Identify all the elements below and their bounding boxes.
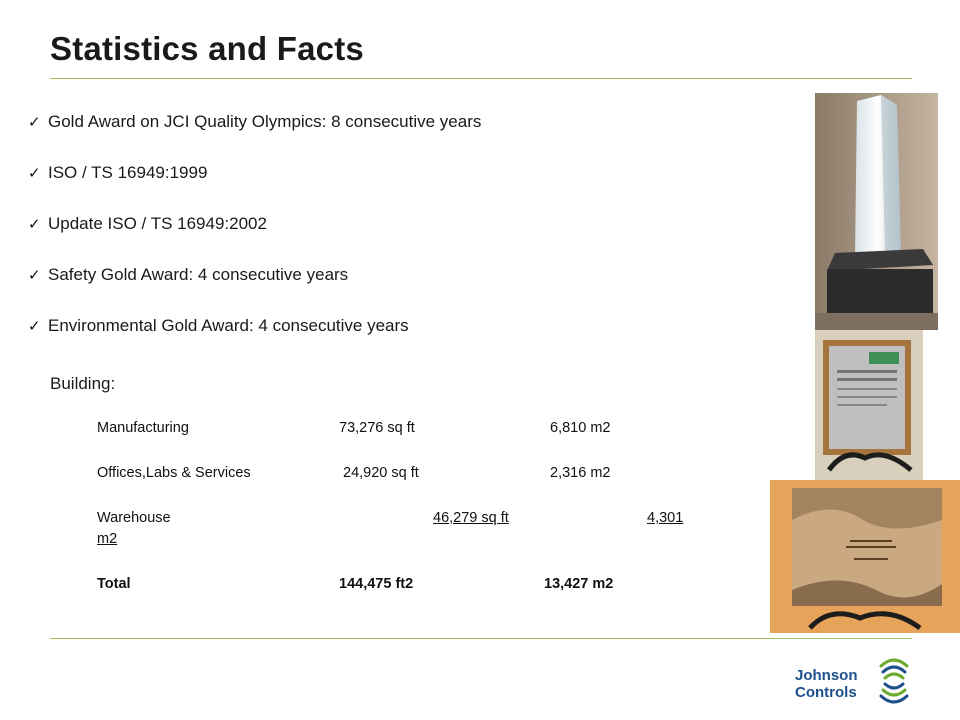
bullet-list <box>28 112 481 367</box>
row-m2: 6,810 m2 <box>550 420 611 436</box>
bullet-item <box>28 112 481 163</box>
bullet-text: Gold Award on JCI Quality Olympics: 8 consecutive years <box>48 112 482 131</box>
checkmark-icon: ✓ <box>28 165 41 182</box>
row-sqft: 24,920 sq ft <box>343 465 419 481</box>
row-name: Total <box>97 576 131 592</box>
logo-line2: Controls <box>795 684 857 701</box>
bullet-text: Update ISO / TS 16949:2002 <box>48 214 267 233</box>
row-name: Offices,Labs & Services <box>97 465 251 481</box>
row-sqft: 73,276 sq ft <box>339 420 415 436</box>
bullet-text: ISO / TS 16949:1999 <box>48 163 208 182</box>
bullet-item <box>28 163 481 214</box>
safety-plaque-photo <box>815 330 923 480</box>
building-label: Building: <box>50 374 116 393</box>
checkmark-icon: ✓ <box>28 318 41 335</box>
checkmark-icon: ✓ <box>28 216 41 233</box>
row-m2: 4,301 <box>647 510 684 526</box>
title-divider <box>50 78 912 79</box>
bullet-text: Environmental Gold Award: 4 consecutive years <box>48 316 409 335</box>
johnson-controls-logo <box>795 652 913 710</box>
logo-swirl-icon <box>875 652 913 710</box>
row-m2: 13,427 m2 <box>544 576 614 592</box>
row-sqft: 144,475 ft2 <box>339 576 414 592</box>
logo-wordmark <box>795 667 858 701</box>
page-title: Statistics and Facts <box>50 30 364 67</box>
bullet-item <box>28 316 481 367</box>
checkmark-icon: ✓ <box>28 114 41 131</box>
trophy-photo <box>815 93 938 330</box>
row-m2-unit: m2 <box>97 531 118 547</box>
row-name: Manufacturing <box>97 420 189 436</box>
checkmark-icon: ✓ <box>28 267 41 284</box>
bullet-item <box>28 214 481 265</box>
bullet-item <box>28 265 481 316</box>
footer-divider <box>50 638 912 639</box>
row-m2: 2,316 m2 <box>550 465 611 481</box>
row-name: Warehouse <box>97 510 171 526</box>
logo-line1: Johnson <box>795 667 858 684</box>
environmental-plaque-photo <box>770 480 960 633</box>
bullet-text: Safety Gold Award: 4 consecutive years <box>48 265 349 284</box>
row-sqft: 46,279 sq ft <box>433 510 509 526</box>
